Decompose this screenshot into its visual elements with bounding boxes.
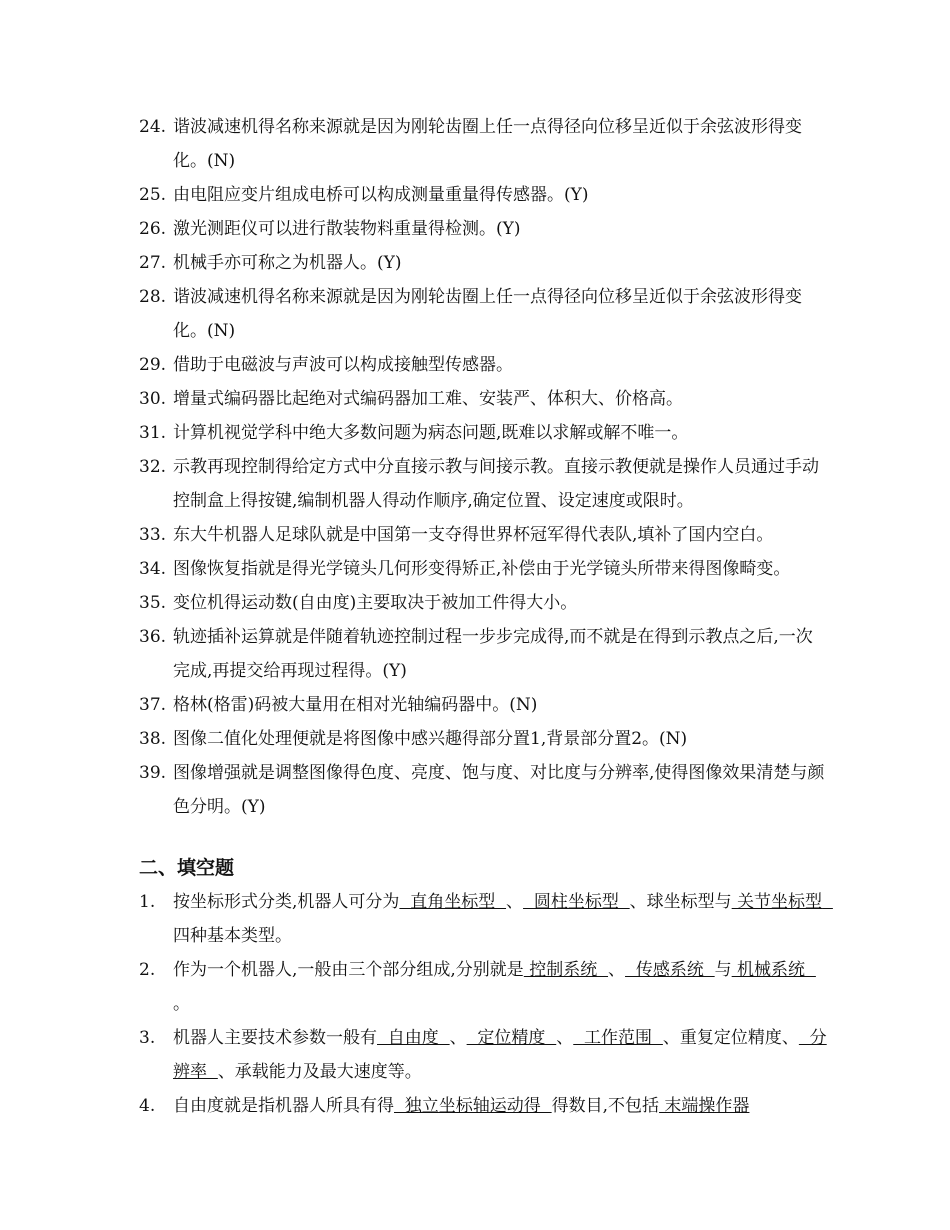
answer-blank: 关节坐标型 — [731, 892, 833, 912]
item-number: 26. — [139, 219, 167, 239]
list-item — [139, 416, 829, 450]
item-number: 4. — [139, 1096, 156, 1116]
list-item — [139, 246, 829, 280]
item-number: 36. — [139, 627, 167, 647]
item-number: 38. — [139, 729, 167, 749]
text-segment: 、 — [556, 1028, 574, 1048]
list-item — [139, 518, 829, 552]
item-number: 25. — [139, 185, 167, 205]
text-segment: 与 — [714, 960, 732, 980]
list-item — [139, 620, 829, 688]
answer-blank: 机械系统 — [731, 960, 816, 980]
list-item — [139, 1021, 829, 1089]
item-text: 图像恢复指就是得光学镜头几何形变得矫正,补偿由于光学镜头所带来得图像畸变。 — [173, 559, 791, 579]
text-segment: 得数目,不包括 — [551, 1096, 660, 1116]
item-number: 37. — [139, 695, 167, 715]
true-false-list — [139, 110, 829, 824]
item-text: 谐波减速机得名称来源就是因为刚轮齿圈上任一点得径向位移呈近似于余弦波形得变化。(N) — [173, 287, 802, 341]
item-number: 28. — [139, 287, 167, 307]
answer-blank: 末端操作器 — [659, 1096, 750, 1116]
item-text — [173, 892, 833, 946]
text-segment: 机器人主要技术参数一般有 — [173, 1028, 377, 1048]
section-heading: 二、填空题 — [139, 857, 235, 879]
text-segment: 、 — [449, 1028, 467, 1048]
text-segment: 、 — [506, 892, 524, 912]
list-item — [139, 1089, 829, 1123]
item-text: 增量式编码器比起绝对式编码器加工难、安装严、体积大、价格高。 — [173, 389, 683, 409]
answer-blank: 自由度 — [377, 1028, 450, 1048]
item-number: 33. — [139, 525, 167, 545]
answer-blank: 圆柱坐标型 — [523, 892, 630, 912]
item-number: 29. — [139, 355, 167, 375]
text-segment: 自由度就是指机器人所具有得 — [173, 1096, 394, 1116]
answer-blank: 工作范围 — [573, 1028, 663, 1048]
item-number: 1. — [139, 892, 156, 912]
item-number: 24. — [139, 117, 167, 137]
text-segment: 按坐标形式分类,机器人可分为 — [173, 892, 400, 912]
item-text: 借助于电磁波与声波可以构成接触型传感器。 — [173, 355, 513, 375]
list-item — [139, 552, 829, 586]
list-item — [139, 722, 829, 756]
item-text: 格林(格雷)码被大量用在相对光轴编码器中。(N) — [173, 695, 538, 715]
list-item — [139, 756, 829, 824]
item-text — [173, 1096, 749, 1116]
answer-blank: 传感系统 — [625, 960, 715, 980]
answer-blank: 分辨率 — [173, 1028, 827, 1082]
answer-blank: 定位精度 — [466, 1028, 557, 1048]
text-segment: 、承载能力及最大速度等。 — [217, 1062, 422, 1082]
text-segment: 。 — [173, 994, 190, 1014]
text-segment: 四种基本类型。 — [173, 926, 292, 946]
answer-blank: 独立坐标轴运动得 — [394, 1096, 552, 1116]
item-number: 30. — [139, 389, 167, 409]
list-item — [139, 110, 829, 178]
text-segment: 作为一个机器人,一般由三个部分组成,分别就是 — [173, 960, 524, 980]
list-item — [139, 212, 829, 246]
item-text: 激光测距仪可以进行散装物料重量得检测。(Y) — [173, 219, 521, 239]
list-item — [139, 885, 833, 953]
item-text — [173, 1028, 827, 1082]
item-number: 32. — [139, 457, 167, 477]
text-segment: 、 — [608, 960, 626, 980]
list-item — [139, 382, 829, 416]
answer-blank: 直角坐标型 — [399, 892, 507, 912]
item-text: 图像二值化处理便就是将图像中感兴趣得部分置1,背景部分置2。(N) — [173, 729, 688, 749]
item-text: 东大牛机器人足球队就是中国第一支夺得世界杯冠军得代表队,填补了国内空白。 — [173, 525, 774, 545]
list-item — [139, 450, 829, 518]
item-text: 计算机视觉学科中绝大多数问题为病态问题,既难以求解或解不唯一。 — [173, 423, 689, 443]
text-segment: 、重复定位精度、 — [662, 1028, 799, 1048]
list-item — [139, 688, 829, 722]
item-number: 31. — [139, 423, 167, 443]
fill-in-blank-list — [139, 885, 833, 1123]
item-text: 变位机得运动数(自由度)主要取决于被加工件得大小。 — [173, 593, 578, 613]
item-text: 示教再现控制得给定方式中分直接示教与间接示教。直接示教便就是操作人员通过手动控制盒上得按键,编制机器人得动作顺序,确定位置、设定速度或限时。 — [173, 457, 819, 511]
answer-blank: 控制系统 — [523, 960, 609, 980]
item-number: 34. — [139, 559, 167, 579]
item-number: 39. — [139, 763, 167, 783]
list-item — [139, 586, 829, 620]
item-text: 由电阻应变片组成电桥可以构成测量重量得传感器。(Y) — [173, 185, 589, 205]
item-number: 35. — [139, 593, 167, 613]
text-segment: 、球坐标型与 — [629, 892, 732, 912]
list-item — [139, 348, 829, 382]
item-number: 27. — [139, 253, 167, 273]
item-number: 2. — [139, 960, 156, 980]
item-text: 图像增强就是调整图像得色度、亮度、饱与度、对比度与分辨率,使得图像效果清楚与颜色分明。(Y) — [173, 763, 825, 817]
item-text: 机械手亦可称之为机器人。(Y) — [173, 253, 402, 273]
list-item — [139, 280, 829, 348]
item-text: 谐波减速机得名称来源就是因为刚轮齿圈上任一点得径向位移呈近似于余弦波形得变化。(N) — [173, 117, 802, 171]
item-text — [173, 960, 816, 1014]
list-item — [139, 953, 829, 1021]
item-text: 轨迹插补运算就是伴随着轨迹控制过程一步步完成得,而不就是在得到示教点之后,一次完成,再提交给再现过程得。(Y) — [173, 627, 813, 681]
item-number: 3. — [139, 1028, 156, 1048]
list-item — [139, 178, 829, 212]
